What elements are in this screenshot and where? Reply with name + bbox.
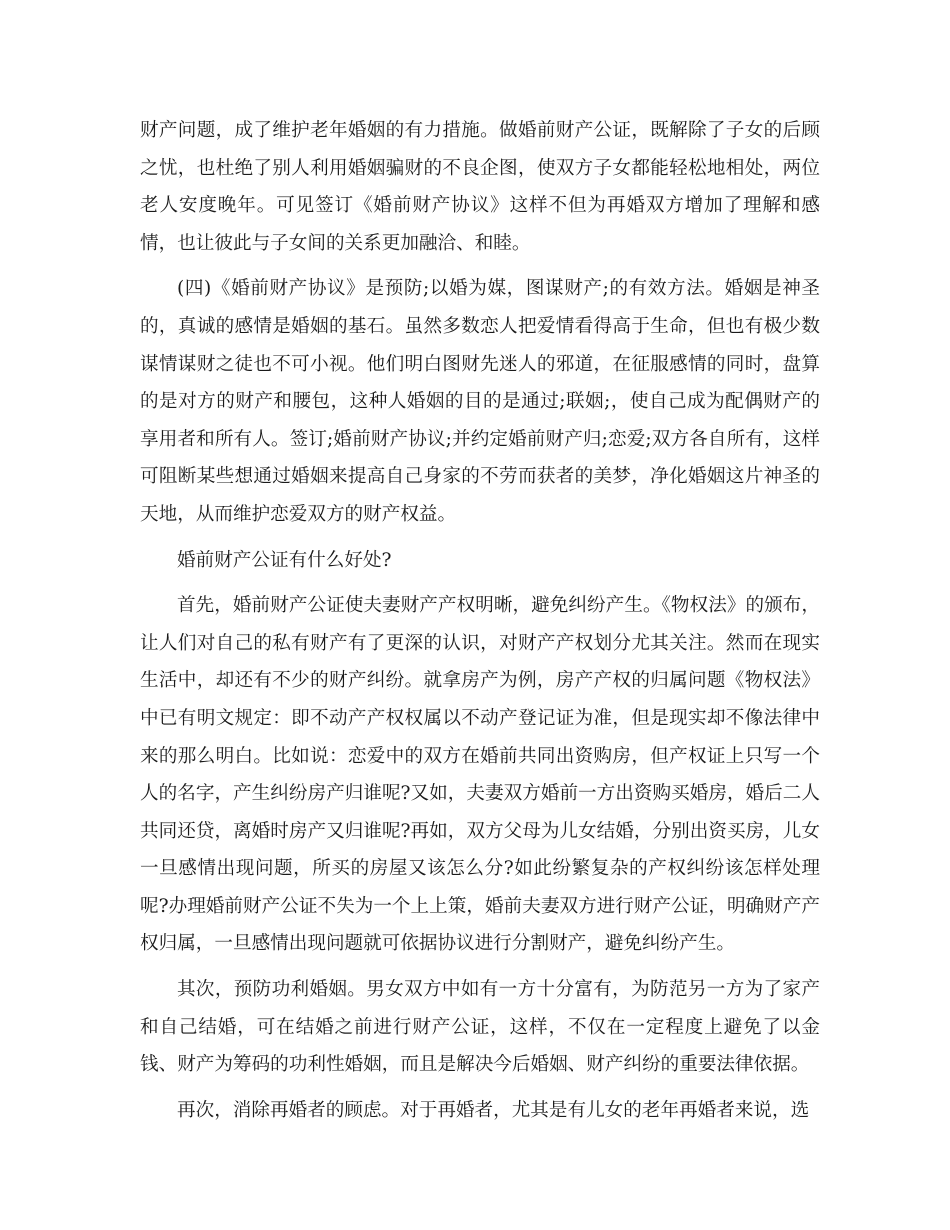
paragraph-section-four: (四)《婚前财产协议》是预防;以婚为媒，图谋财产;的有效方法。婚姻是神圣的，真诚的感情是婚姻的基石。虽然多数恋人把爱情看得高于生命，但也有极少数谋情谋财之徒也不可小视。他们明白图财先迷人的邪道，在征服感情的同时，盘算的是对方的财产和腰包，这种人婚姻的目的是通过;联姻;，使自己成为配偶财产的享用者和所有人。签订;婚前财产协议;并约定婚前财产归;恋爱;双方各自所有，这样可阻断某些想通过婚姻来提高自己身家的不劳而获者的美梦，净化婚姻这片神圣的天地，从而维护恋爱双方的财产权益。 (140, 278, 820, 525)
section-heading-benefits: 婚前财产公证有什么好处? (177, 549, 392, 571)
paragraph-continuation: 财产问题，成了维护老年婚姻的有力措施。做婚前财产公证，既解除了子女的后顾之忧，也杜绝了别人利用婚姻骗财的不良企图，使双方子女都能轻松地相处，两位老人安度晚年。可见签订《婚前财产协议》这样不但为再婚双方增加了理解和感情，也让彼此与子女间的关系更加融洽、和睦。 (140, 120, 820, 254)
document-body (140, 112, 820, 1137)
paragraph-third-benefit: 再次，消除再婚者的顾虑。对于再婚者，尤其是有儿女的老年再婚者来说，选 (177, 1099, 810, 1121)
paragraph-first-benefit: 首先，婚前财产公证使夫妻财产产权明晰，避免纠纷产生。《物权法》的颁布，让人们对自己的私有财产有了更深的认识，对财产产权划分尤其关注。然而在现实生活中，却还有不少的财产纠纷。就拿房产为例，房产产权的归属问题《物权法》中已有明文规定：即不动产产权权属以不动产登记证为准，但是现实却不像法律中来的那么明白。比如说：恋爱中的双方在婚前共同出资购房，但产权证上只写一个人的名字，产生纠纷房产归谁呢?又如，夫妻双方婚前一方出资购买婚房，婚后二人共同还贷，离婚时房产又归谁呢?再如，双方父母为儿女结婚，分别出资买房，儿女一旦感情出现问题，所买的房屋又该怎么分?如此纷繁复杂的产权纠纷该怎样处理呢?办理婚前财产公证不失为一个上上策，婚前夫妻双方进行财产公证，明确财产产权归属，一旦感情出现问题就可依据协议进行分割财产，避免纠纷产生。 (140, 595, 820, 955)
paragraph-second-benefit: 其次，预防功利婚姻。男女双方中如有一方十分富有，为防范另一方为了家产和自己结婚，可在结婚之前进行财产公证，这样，不仅在一定程度上避免了以金钱、财产为筹码的功利性婚姻，而且是解决今后婚姻、财产纠纷的重要法律依据。 (140, 979, 820, 1076)
